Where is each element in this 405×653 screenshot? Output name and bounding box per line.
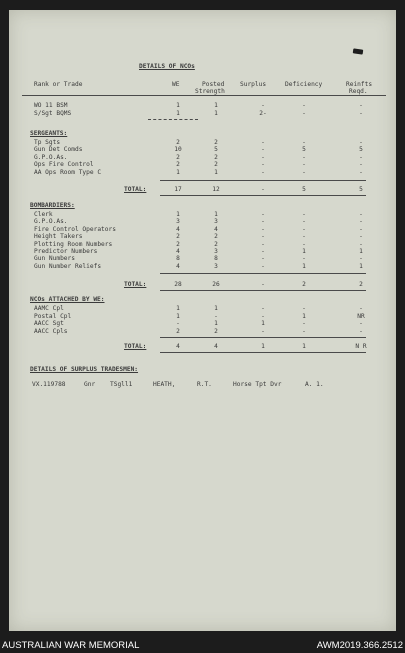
row-reinfts: - [359,218,363,226]
row-surplus: - [261,218,265,226]
row-reinfts: - [359,139,363,146]
row-posted: 2 [214,139,218,146]
row-posted: 4 [214,343,218,350]
surplus-trade: Horse Tpt Dvr [233,381,282,388]
row-surplus: - [261,168,265,176]
row-label: S/Sgt BQMS [34,110,72,117]
row-reinfts: 2 [359,281,363,288]
row-surplus: 2- [259,110,267,117]
row-deficiency: - [302,102,306,109]
section-attached: NCOs ATTACHED BY WE: [30,296,105,303]
row-surplus: - [261,305,265,312]
col-surplus: Surplus [240,81,267,88]
surplus-rank: Gnr [84,381,96,388]
row-posted: 8 [214,255,218,263]
row-deficiency: - [302,255,306,263]
row-reinfts: NR [357,312,365,320]
row-label: WO 11 BSM [34,102,68,109]
row-surplus: - [261,233,265,241]
row-reinfts: - [359,211,363,218]
row-label: Predictor Numbers [34,248,98,255]
row-reinfts: - [359,240,363,248]
col-reinfts-2: Reqd. [349,88,368,95]
row-label: G.P.O.As. [34,153,68,161]
row-we: 28 [174,281,182,288]
row-posted: 1 [214,320,218,328]
row-we: 3 [176,218,180,226]
row-posted: 12 [212,186,220,193]
row-label: AACC Cpls [34,327,68,335]
row-we: - [176,320,180,328]
row-posted: 5 [214,146,218,154]
row-surplus: - [261,161,265,169]
row-we: 2 [176,240,180,248]
section-sergeants: SERGEANTS: [30,130,68,137]
row-deficiency: - [302,110,306,117]
surplus-name: HEATH, [153,381,176,388]
row-label: Clerk [34,211,53,218]
row-we: 4 [176,262,180,270]
row-deficiency: 2 [302,281,306,288]
row-deficiency: 1 [302,248,306,255]
row-surplus: - [261,186,265,193]
row-reinfts: - [359,168,363,176]
row-deficiency: - [302,161,306,169]
rule-line [160,273,366,274]
footer-source: AUSTRALIAN WAR MEMORIAL [2,640,140,651]
rule-line [160,180,366,181]
row-posted: 3 [214,218,218,226]
row-label: AACC Sgt [34,320,64,328]
row-posted: - [214,312,218,320]
row-posted: 3 [214,262,218,270]
row-reinfts: - [359,110,363,117]
surplus-grade: A. 1. [305,381,324,388]
row-surplus: - [261,211,265,218]
row-we: 2 [176,327,180,335]
row-we: 2 [176,139,180,146]
col-posted: Posted [202,81,225,88]
row-deficiency: - [302,218,306,226]
rule-line [160,337,366,338]
row-we: 1 [176,102,180,109]
row-surplus: - [261,225,265,233]
row-deficiency: 1 [302,343,306,350]
rule-line [160,195,366,196]
row-surplus: - [261,255,265,263]
col-posted-2: Strength [195,88,225,95]
row-we: 2 [176,233,180,241]
row-reinfts: - [359,233,363,241]
row-we: 1 [176,110,180,117]
row-reinfts: - [359,102,363,109]
row-posted: 2 [214,327,218,335]
rule-line [148,119,198,120]
row-reinfts: - [359,305,363,312]
row-reinfts: 5 [359,146,363,154]
col-reinfts: Reinfts [346,81,373,88]
row-label: Fire Control Operators [34,225,116,233]
row-reinfts: - [359,225,363,233]
row-we: 1 [176,312,180,320]
row-posted: 1 [214,168,218,176]
row-surplus: - [261,146,265,154]
row-deficiency: - [302,305,306,312]
surplus-heading: DETAILS OF SURPLUS TRADESMEN: [30,366,139,373]
doc-title: DETAILS OF NCOs [139,63,195,70]
row-posted: 1 [214,110,218,117]
row-deficiency: - [302,168,306,176]
row-deficiency: - [302,153,306,161]
row-posted: 2 [214,233,218,241]
row-reinfts: 5 [359,186,363,193]
section-bombardiers: BOMBARDIERS: [30,202,75,209]
row-we: 1 [176,305,180,312]
rule-line [160,352,366,353]
row-deficiency: 1 [302,312,306,320]
row-we: 4 [176,343,180,350]
row-posted: 2 [214,153,218,161]
row-label: Tp Sgts [34,139,61,146]
row-we: 4 [176,248,180,255]
row-surplus: - [261,281,265,288]
row-deficiency: - [302,233,306,241]
row-reinfts: - [359,327,363,335]
row-we: 1 [176,211,180,218]
col-we: WE [172,81,180,88]
row-deficiency: - [302,225,306,233]
row-label: AA Ops Room Type C [34,168,102,176]
row-reinfts: - [359,255,363,263]
row-posted: 26 [212,281,220,288]
row-we: 4 [176,225,180,233]
row-we: 17 [174,186,182,193]
row-label: TOTAL: [124,343,147,350]
row-we: 1 [176,168,180,176]
row-surplus: - [261,102,265,109]
row-label: G.P.O.As. [34,218,68,226]
row-label: TOTAL: [124,186,147,193]
row-posted: 2 [214,161,218,169]
surplus-initials: R.T. [197,381,212,388]
row-deficiency: 5 [302,146,306,154]
row-posted: 2 [214,240,218,248]
row-surplus: 1 [261,320,265,328]
row-reinfts: - [359,153,363,161]
rule-line [22,95,386,96]
row-label: Gun Number Reliefs [34,262,102,270]
row-reinfts: 1 [359,262,363,270]
col-deficiency: Deficiency [285,81,323,88]
row-surplus: - [261,327,265,335]
row-surplus: - [261,262,265,270]
row-label: Plotting Room Numbers [34,240,113,248]
row-label: Postal Cpl [34,312,72,320]
row-we: 8 [176,255,180,263]
footer-reference: AWM2019.366.2512 [316,640,403,651]
row-deficiency: - [302,240,306,248]
row-posted: 1 [214,102,218,109]
row-reinfts: 1 [359,248,363,255]
row-surplus: 1 [261,343,265,350]
rule-line [160,290,366,291]
row-we: 2 [176,153,180,161]
col-rank: Rank or Trade [34,81,83,88]
row-we: 2 [176,161,180,169]
surplus-number: VX.119788 [32,381,66,388]
row-label: TOTAL: [124,281,147,288]
row-deficiency: 1 [302,262,306,270]
row-surplus: - [261,139,265,146]
row-posted: 1 [214,211,218,218]
row-label: Ops Fire Control [34,161,94,169]
row-label: Gun Numbers [34,255,75,263]
row-label: AAMC Cpl [34,305,64,312]
row-surplus: - [261,312,265,320]
row-posted: 3 [214,248,218,255]
row-reinfts: - [359,320,363,328]
row-surplus: - [261,153,265,161]
row-reinfts: N R [355,343,367,350]
row-surplus: - [261,240,265,248]
row-posted: 1 [214,305,218,312]
row-deficiency: 5 [302,186,306,193]
surplus-sgt: TSgll1 [110,381,133,388]
row-reinfts: - [359,161,363,169]
row-deficiency: - [302,211,306,218]
row-deficiency: - [302,327,306,335]
row-label: Height Takers [34,233,83,241]
row-posted: 4 [214,225,218,233]
row-deficiency: - [302,320,306,328]
row-label: Gun Det Comds [34,146,83,154]
row-deficiency: - [302,139,306,146]
row-we: 10 [174,146,182,154]
row-surplus: - [261,248,265,255]
